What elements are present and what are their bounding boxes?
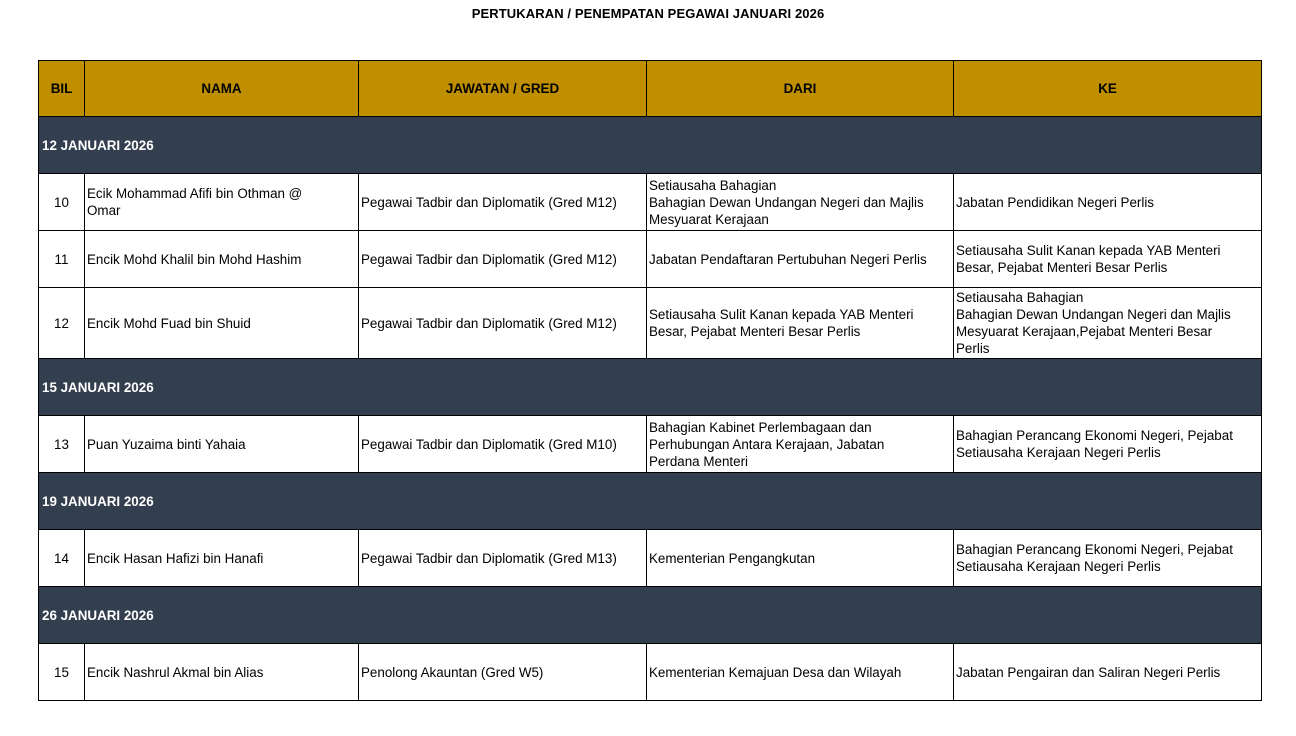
cell-nama: Encik Mohd Fuad bin Shuid — [85, 288, 359, 359]
cell-nama: Encik Nashrul Akmal bin Alias — [85, 644, 359, 701]
cell-nama: Puan Yuzaima binti Yahaia — [85, 416, 359, 473]
cell-bil: 13 — [39, 416, 85, 473]
cell-ke: Setiausaha Bahagian Bahagian Dewan Undangan Negeri dan Majlis Mesyuarat Kerajaan,Pejabat Menteri Besar Perlis — [954, 288, 1262, 359]
section-row — [39, 473, 1262, 530]
section-date-label: 19 JANUARI 2026 — [39, 473, 1262, 530]
header-ke: KE — [954, 61, 1262, 117]
cell-jawatan: Pegawai Tadbir dan Diplomatik (Gred M12) — [359, 288, 647, 359]
table-row — [39, 530, 1262, 587]
cell-dari: Setiausaha Bahagian Bahagian Dewan Undangan Negeri dan Majlis Mesyuarat Kerajaan — [647, 174, 954, 231]
table-row — [39, 644, 1262, 701]
table-header-row — [39, 61, 1262, 117]
header-nama: NAMA — [85, 61, 359, 117]
section-date-label: 26 JANUARI 2026 — [39, 587, 1262, 644]
cell-dari: Setiausaha Sulit Kanan kepada YAB Menteri Besar, Pejabat Menteri Besar Perlis — [647, 288, 954, 359]
header-dari: DARI — [647, 61, 954, 117]
cell-bil: 14 — [39, 530, 85, 587]
cell-bil: 10 — [39, 174, 85, 231]
table-row — [39, 416, 1262, 473]
section-date-label: 12 JANUARI 2026 — [39, 117, 1262, 174]
page-title: PERTUKARAN / PENEMPATAN PEGAWAI JANUARI 2026 — [471, 6, 825, 21]
section-date-label: 15 JANUARI 2026 — [39, 359, 1262, 416]
cell-jawatan: Pegawai Tadbir dan Diplomatik (Gred M10) — [359, 416, 647, 473]
cell-ke: Bahagian Perancang Ekonomi Negeri, Pejabat Setiausaha Kerajaan Negeri Perlis — [954, 416, 1262, 473]
cell-ke: Setiausaha Sulit Kanan kepada YAB Menteri Besar, Pejabat Menteri Besar Perlis — [954, 231, 1262, 288]
table-row — [39, 174, 1262, 231]
cell-bil: 15 — [39, 644, 85, 701]
cell-jawatan: Pegawai Tadbir dan Diplomatik (Gred M12) — [359, 174, 647, 231]
cell-nama: Ecik Mohammad Afifi bin Othman @ Omar — [85, 174, 359, 231]
section-row — [39, 587, 1262, 644]
cell-ke: Bahagian Perancang Ekonomi Negeri, Pejabat Setiausaha Kerajaan Negeri Perlis — [954, 530, 1262, 587]
table-row — [39, 288, 1262, 359]
cell-dari: Kementerian Kemajuan Desa dan Wilayah — [647, 644, 954, 701]
section-row — [39, 359, 1262, 416]
cell-nama: Encik Mohd Khalil bin Mohd Hashim — [85, 231, 359, 288]
cell-dari: Bahagian Kabinet Perlembagaan dan Perhubungan Antara Kerajaan, Jabatan Perdana Menteri — [647, 416, 954, 473]
cell-nama: Encik Hasan Hafizi bin Hanafi — [85, 530, 359, 587]
table-row — [39, 231, 1262, 288]
cell-jawatan: Pegawai Tadbir dan Diplomatik (Gred M12) — [359, 231, 647, 288]
section-row — [39, 117, 1262, 174]
cell-dari: Kementerian Pengangkutan — [647, 530, 954, 587]
cell-bil: 12 — [39, 288, 85, 359]
transfer-table — [38, 60, 1262, 701]
cell-jawatan: Penolong Akauntan (Gred W5) — [359, 644, 647, 701]
cell-ke: Jabatan Pendidikan Negeri Perlis — [954, 174, 1262, 231]
header-jawatan: JAWATAN / GRED — [359, 61, 647, 117]
cell-dari: Jabatan Pendaftaran Pertubuhan Negeri Perlis — [647, 231, 954, 288]
header-bil: BIL — [39, 61, 85, 117]
cell-jawatan: Pegawai Tadbir dan Diplomatik (Gred M13) — [359, 530, 647, 587]
cell-bil: 11 — [39, 231, 85, 288]
cell-ke: Jabatan Pengairan dan Saliran Negeri Perlis — [954, 644, 1262, 701]
